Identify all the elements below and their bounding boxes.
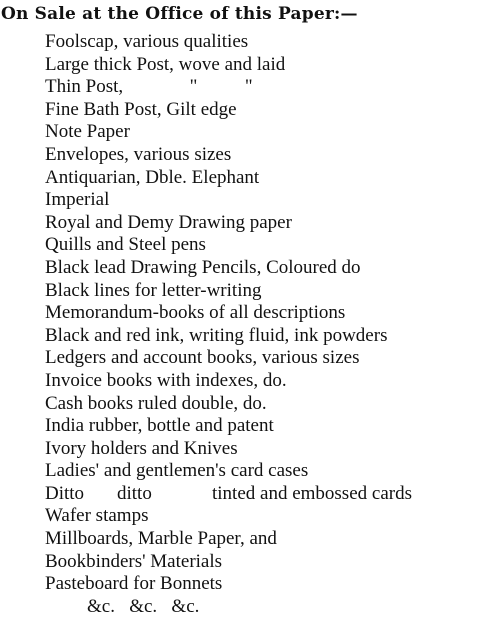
list-item: India rubber, bottle and patent	[45, 415, 274, 437]
list-item: Royal and Demy Drawing paper	[45, 211, 292, 233]
list-item: Pasteboard for Bonnets	[45, 573, 223, 595]
etc-line: &c. &c. &c.	[87, 595, 200, 617]
ditto-col2: ditto	[117, 482, 152, 504]
list-item: Note Paper	[45, 121, 130, 143]
list-item: Black and red ink, writing fluid, ink powders	[45, 324, 388, 346]
list-item: Wafer stamps	[45, 505, 149, 527]
list-item: Ladies' and gentlemen's card cases	[45, 460, 309, 482]
stationery-item-list	[45, 31, 485, 618]
list-item: Imperial	[45, 189, 110, 211]
list-item: Invoice books with indexes, do.	[45, 369, 287, 391]
list-item: Cash books ruled double, do.	[45, 392, 267, 414]
list-item: Ivory holders and Knives	[45, 437, 238, 459]
list-item: Bookbinders' Materials	[45, 550, 223, 572]
list-item: Envelopes, various sizes	[45, 143, 232, 165]
list-item: Large thick Post, wove and laid	[45, 53, 286, 75]
ditto-list-item	[45, 483, 485, 506]
list-item: Fine Bath Post, Gilt edge	[45, 98, 237, 120]
list-item: Memorandum-books of all descriptions	[45, 302, 346, 324]
list-item: Ledgers and account books, various sizes	[45, 347, 360, 369]
list-item: Millboards, Marble Paper, and	[45, 528, 277, 550]
list-item: Foolscap, various qualities	[45, 31, 249, 52]
list-item: Black lead Drawing Pencils, Coloured do	[45, 256, 361, 278]
ditto-col3: tinted and embossed cards	[212, 482, 412, 504]
advertisement-heading: On Sale at the Office of this Paper:—	[1, 4, 358, 24]
list-item: Quills and Steel pens	[45, 234, 206, 256]
list-item: Antiquarian, Dble. Elephant	[45, 166, 260, 188]
list-item: Black lines for letter-writing	[45, 279, 262, 301]
ditto-col1: Ditto	[45, 482, 85, 504]
list-item: Thin Post, " "	[45, 76, 253, 98]
